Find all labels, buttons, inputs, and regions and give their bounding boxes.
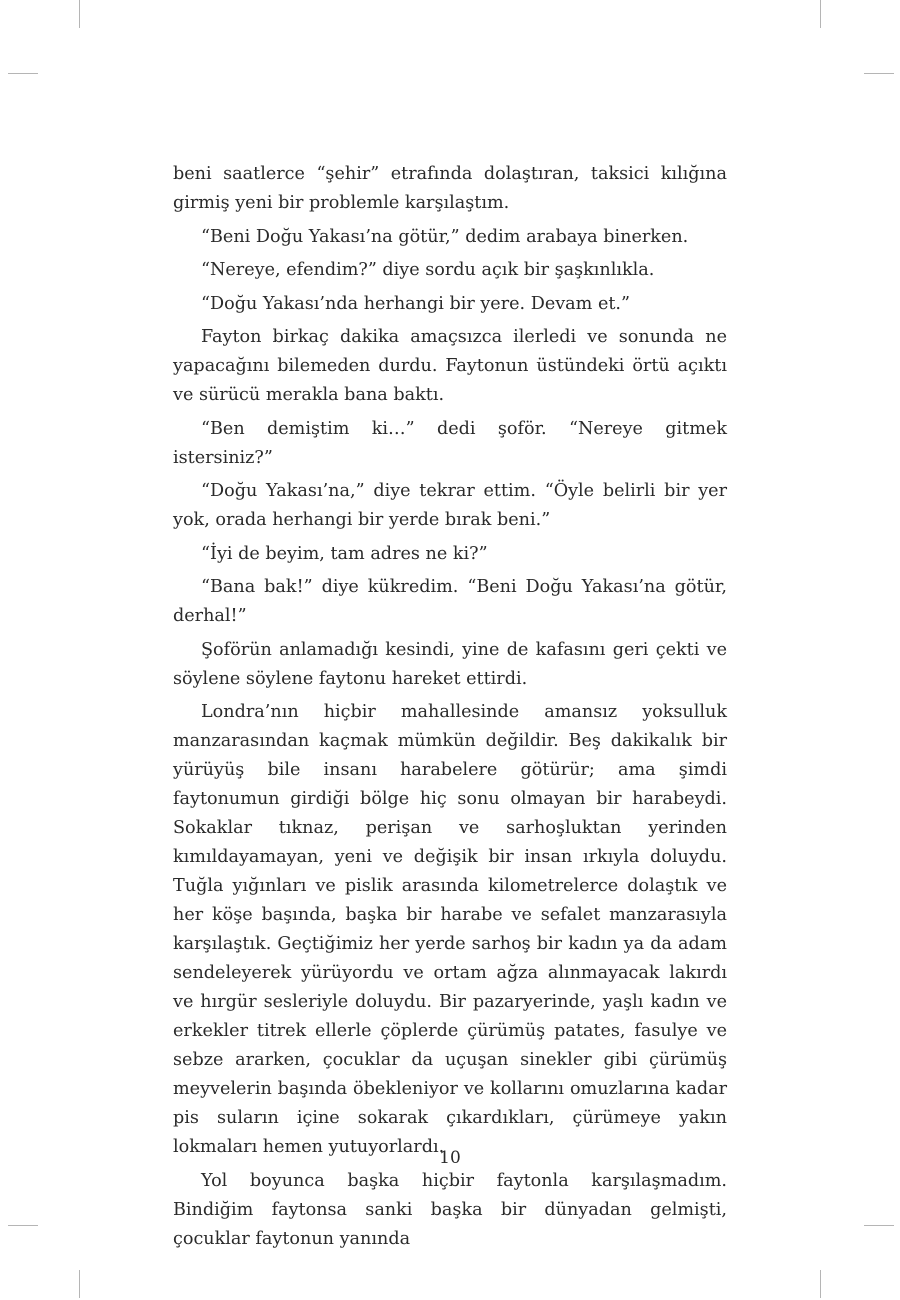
paragraph: Londra’nın hiçbir mahallesinde amansız yoksulluk manzarasından kaçmak mümkün değildir. Beş dakikalık bir yürüyüş bile insanı harabelere götürür; ama şimdi faytonumun girdiği bölge hiç sonu olmayan bir harabeydi. Sokaklar tıknaz, perişan ve sarhoşluktan yerinden kımıldayamayan, yeni ve değişik bir insan ırkıyla doluydu. Tuğla yığınları ve pislik arasında kilometrelerce dolaştık ve her köşe başında, başka bir harabe ve sefalet manzarasıyla karşılaştık. Geçtiğimiz her yerde sarhoş bir kadın ya da adam sendeleyerek yürüyordu ve ortam ağza alınmayacak lakırdı ve hırgür sesleriyle doluydu. Bir pazaryerinde, yaşlı kadın ve erkekler titrek ellerle çöplerde çürümüş patates, fasulye ve sebze ararken, çocuklar da uçuşan sinekler gibi çürümüş meyvelerin başında öbekleniyor ve kollarını omuzlarına kadar pis suların içine sokarak çıkardıkları, çürümeye yakın lokmaları hemen yutuyorlardı.	[173, 702, 727, 1157]
page-number: 10	[439, 1148, 461, 1168]
crop-mark-top-right-vertical	[820, 0, 821, 28]
paragraph: “Doğu Yakası’nda herhangi bir yere. Devam et.”	[201, 293, 631, 314]
paragraph: “Doğu Yakası’na,” diye tekrar ettim. “Öyle belirli bir yer yok, orada herhangi bir yerde bırak beni.”	[173, 481, 727, 530]
paragraph: “Ben demiştim ki…” dedi şoför. “Nereye gitmek istersiniz?”	[173, 418, 727, 468]
paragraph: Şoförün anlamadığı kesindi, yine de kafasını geri çekti ve söylene söylene faytonu hareket ettirdi.	[173, 639, 727, 689]
paragraph: “İyi de beyim, tam adres ne ki?”	[201, 543, 488, 564]
crop-mark-bottom-right-horizontal	[864, 1225, 894, 1226]
crop-mark-top-left-horizontal	[8, 73, 38, 74]
paragraph: beni saatlerce “şehir” etrafında dolaştıran, taksici kılığına girmiş yeni bir problemle karşılaştım.	[173, 164, 727, 213]
paragraph: “Bana bak!” diye kükredim. “Beni Doğu Yakası’na götür, derhal!”	[173, 577, 727, 626]
crop-mark-top-right-horizontal	[864, 73, 894, 74]
paragraph: Fayton birkaç dakika amaçsızca ilerledi ve sonunda ne yapacağını bilemeden durdu. Faytonun üstündeki örtü açıktı ve sürücü merakla bana baktı.	[173, 327, 727, 405]
crop-mark-bottom-right-vertical	[820, 1270, 821, 1298]
paragraph: Yol boyunca başka hiçbir faytonla karşılaşmadım. Bindiğim faytonsa sanki başka bir dünyadan gelmişti, çocuklar faytonun yanında	[173, 1170, 727, 1249]
crop-mark-top-left-vertical	[79, 0, 80, 28]
crop-mark-bottom-left-horizontal	[8, 1225, 38, 1226]
paragraph: “Nereye, efendim?” diye sordu açık bir şaşkınlıkla.	[201, 260, 655, 280]
crop-mark-bottom-left-vertical	[79, 1270, 80, 1298]
paragraph: “Beni Doğu Yakası’na götür,” dedim arabaya binerken.	[201, 226, 689, 247]
body-text	[173, 160, 727, 1258]
